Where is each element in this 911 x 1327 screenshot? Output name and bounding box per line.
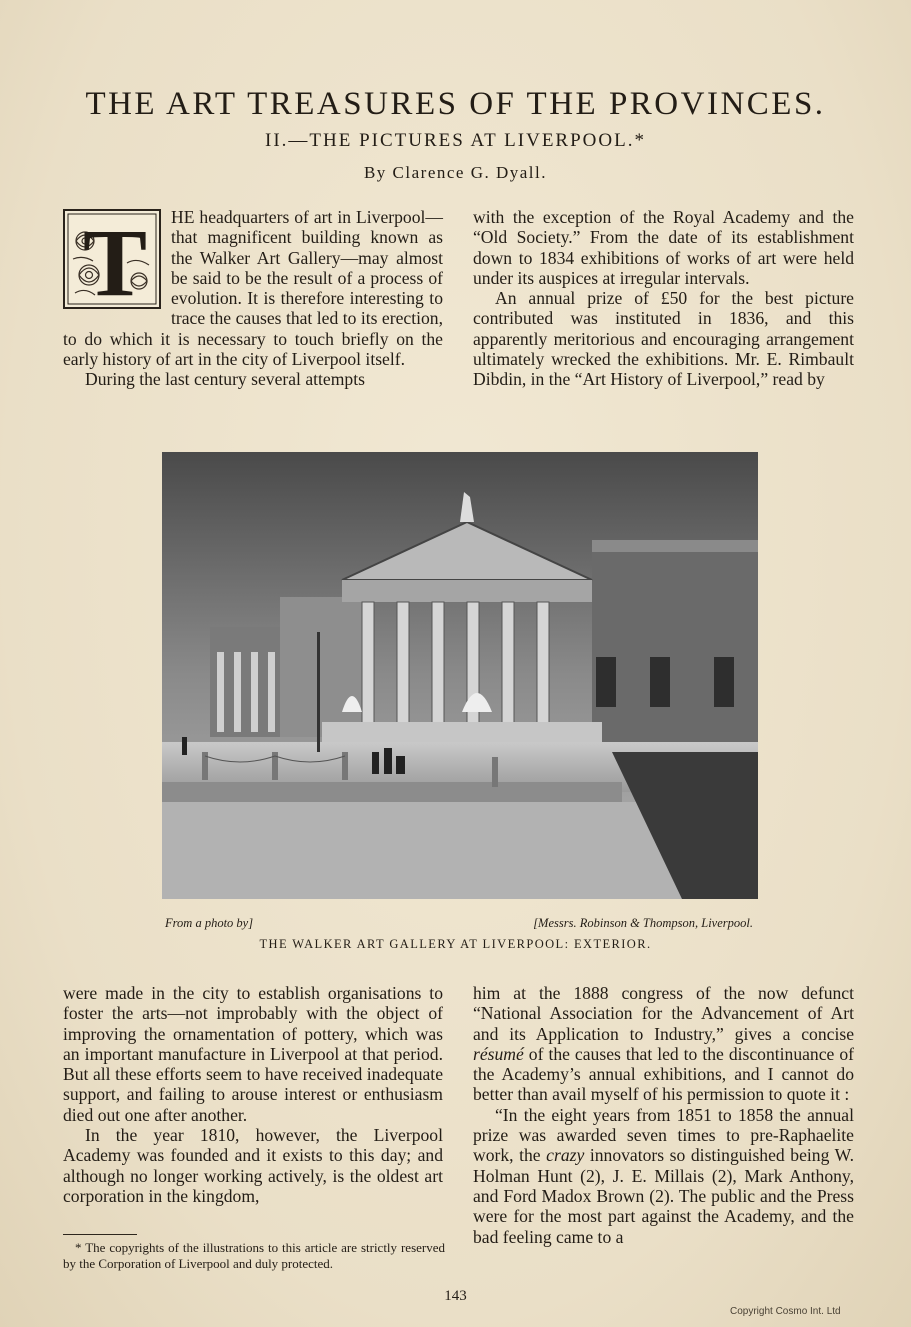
photo-caption: THE WALKER ART GALLERY AT LIVERPOOL: EXTERIOR. <box>259 937 652 951</box>
italic-word: crazy <box>546 1145 585 1166</box>
paragraph: An annual prize of £50 for the best picture contributed was instituted in 1836, and this apparently meritorious and encouraging arrangement ultimately wrecked the exhibitions. Mr. E. Rimbault Dibdin, in the “Art History of Liverpool,” read by <box>473 288 854 390</box>
text-run: him at the 1888 congress of the now defunct “National Association for the Advancement of Art and its Application to Industry,” gives a concise <box>473 983 854 1044</box>
copyright-watermark: Copyright Cosmo Int. Ltd <box>730 1306 841 1317</box>
text-column-top-right <box>473 207 854 390</box>
paragraph <box>473 1105 854 1247</box>
article-subtitle: II.—THE PICTURES AT LIVERPOOL.* <box>265 130 646 151</box>
photo-credit-right: [Messrs. Robinson & Thompson, Liverpool. <box>533 916 753 930</box>
footnote-rule <box>63 1234 137 1235</box>
paragraph <box>473 983 854 1105</box>
decorated-dropcap <box>63 209 161 309</box>
text-run: “In the eight years from 1851 to 1858 the annual prize was awarded seven times to pre-Raphaelite work, the <box>473 1104 854 1166</box>
author-byline: By Clarence G. Dyall. <box>363 163 548 182</box>
paragraph: During the last century several attempts <box>85 369 365 390</box>
paragraph: HE headquarters of art in Liverpool—that magnificent building known as the Walker Art Gallery—may almost be said to be the result of a process of evolution. It is therefore interesting to trace the causes that led to its erection, to do which it is necessary to touch briefly on the early history of art in the city of Liverpool itself. <box>63 207 443 370</box>
text-column-top-left <box>63 207 443 390</box>
footnote <box>63 1240 445 1271</box>
paragraph: were made in the city to establish organisations to foster the arts—not improbably with the object of improving the ornamentation of pottery, which was an important manufacture in Liverpool at that period. But all these efforts seem to have received inadequate support, and failing to arouse interest or enthusiasm died out one after another. <box>63 983 443 1125</box>
floral-ornament-icon <box>65 211 159 307</box>
footnote-text: * The copyrights of the illustrations to this article are strictly reserved by the Corporation of Liverpool and duly protected. <box>63 1240 445 1271</box>
article-title: THE ART TREASURES OF THE PROVINCES. <box>85 86 826 122</box>
dropcap-letter: T <box>82 211 148 307</box>
page-number: 143 <box>444 1288 467 1304</box>
text-column-bottom-left <box>63 983 443 1206</box>
text-column-bottom-right <box>473 983 854 1247</box>
photo-credit-left: From a photo by] <box>165 916 254 930</box>
italic-word: résumé <box>473 1043 524 1064</box>
text-run: of the causes that led to the discontinuance of the Academy’s annual exhibitions, and I cannot do better than avail myself of his permission to quote it : <box>473 1043 854 1105</box>
paragraph: with the exception of the Royal Academy and the “Old Society.” From the date of its establishment down to 1834 exhibitions of works of art were held under its auspices at irregular intervals. <box>473 207 854 288</box>
walker-art-gallery-photo <box>162 452 758 899</box>
paragraph: In the year 1810, however, the Liverpool Academy was founded and it exists to this day; and although no longer working actively, is the oldest art corporation in the kingdom, <box>63 1125 443 1206</box>
text-run: innovators so distinguished being W. Holman Hunt (2), J. E. Millais (2), Mark Anthony, and Ford Madox Brown (2). The public and the Press were for the most part against the Academy, and the bad feeling came to a <box>473 1145 854 1247</box>
